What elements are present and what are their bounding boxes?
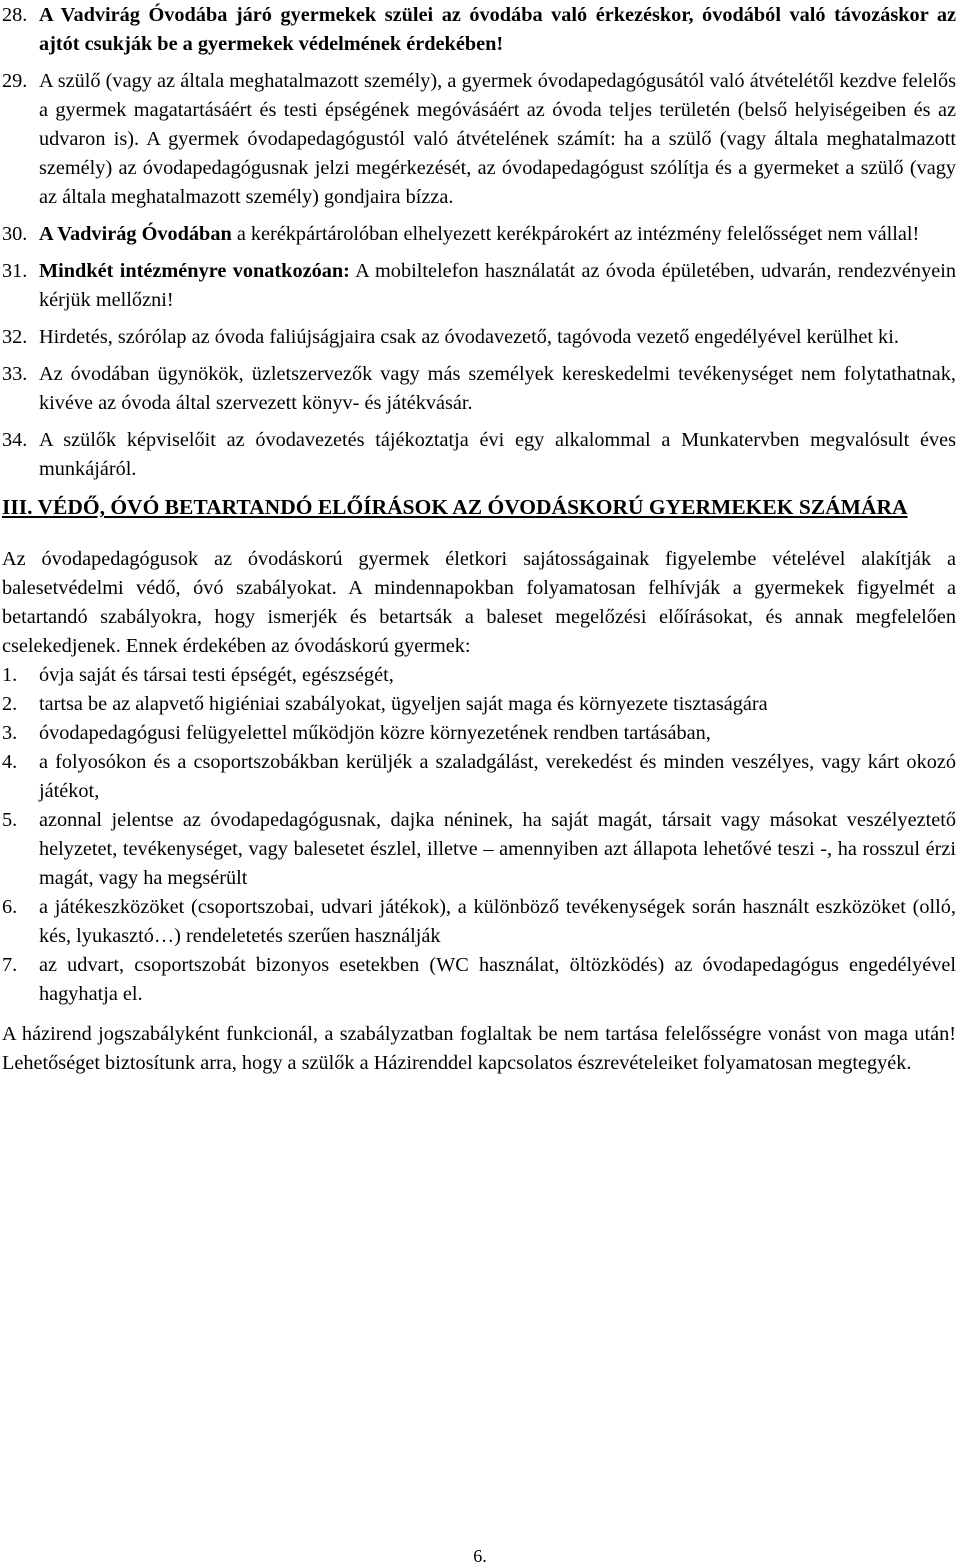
list-item-33: [2, 360, 956, 418]
rule-number: 6.: [2, 896, 18, 918]
list-item-28: [2, 1, 956, 59]
rule-item-1: [2, 661, 956, 690]
rule-text: tartsa be az alapvető higiéniai szabályokat, ügyeljen saját maga és környezete tisztaságára: [39, 693, 768, 715]
rule-text: azonnal jelentse az óvodapedagógusnak, dajka néninek, ha saját magát, társait vagy másokat veszélyeztető helyzetet, tevékenységet, vagy balesetet észlel, illetve – amennyiben azt állapota lehetővé teszi -, ha rosszul érzi magát, vagy ha megsérült: [39, 809, 956, 889]
rule-number: 1.: [2, 664, 18, 686]
item-text: a kerékpártárolóban elhelyezett kerékpárokért az intézmény felelősséget nem vállal!: [231, 223, 920, 245]
list-item-31: [2, 257, 956, 315]
rule-number: 5.: [2, 809, 18, 831]
rule-item-5: [2, 806, 956, 893]
item-number: 28.: [2, 4, 28, 26]
item-number: 31.: [2, 260, 28, 282]
item-text: A mobiltelefon használatát az óvoda épületében, udvarán, rendezvényein kérjük mellőzni!: [39, 260, 956, 311]
rule-number: 3.: [2, 722, 18, 744]
list-item-32: [2, 323, 956, 352]
rule-item-6: [2, 893, 956, 951]
item-bold-text: A Vadvirág Óvodába járó gyermekek szülei az óvodába való érkezéskor, óvodából való távozáskor az ajtót csukják be a gyermekek védelmének érdekében!: [39, 4, 956, 55]
document-page: [2, 1, 956, 1078]
page-number: 6.: [473, 1546, 487, 1566]
item-text: A szülő (vagy az általa meghatalmazott személy), a gyermek óvodapedagógusától való átvételétől kezdve felelős a gyermek magatartásáért és testi épségének megóvásáért az óvoda teljes területén (belső helyiségeiben és az udvaron is). A gyermek óvodapedagógustól való átvételének számít: ha a szülő (vagy általa meghatalmazott személy) az óvodapedagógusnak jelzi megérkezését, az óvodapedagógust szólítja és a gyermeket a szülő (vagy az általa meghatalmazott személy) gondjaira bízza.: [39, 70, 956, 208]
rule-item-4: [2, 748, 956, 806]
rule-text: óvodapedagógusi felügyelettel működjön közre környezetének rendben tartásában,: [39, 722, 711, 744]
list-item-30: [2, 220, 956, 249]
rule-text: a folyosókon és a csoportszobákban kerüljék a szaladgálást, verekedést és minden veszélyes, vagy kárt okozó játékot,: [39, 751, 956, 802]
item-bold-text: Mindkét intézményre vonatkozóan:: [39, 260, 350, 282]
section-heading: III. VÉDŐ, ÓVÓ BETARTANDÓ ELŐÍRÁSOK AZ ÓVODÁSKORÚ GYERMEKEK SZÁMÁRA: [2, 495, 908, 519]
item-number: 32.: [2, 326, 28, 348]
item-number: 30.: [2, 223, 28, 245]
rule-text: a játékeszközöket (csoportszobai, udvari játékok), a különböző tevékenységek során használt eszközöket (olló, kés, lyukasztó…) rendeletetés szerűen használják: [39, 896, 956, 947]
item-text: Hirdetés, szórólap az óvoda faliújságjaira csak az óvodavezető, tagóvoda vezető engedélyével kerülhet ki.: [39, 326, 899, 348]
closing-paragraph: A házirend jogszabályként funkcionál, a szabályzatban foglaltak be nem tartása felelősségre vonást von maga után! Lehetőséget biztosítunk arra, hogy a szülők a Házirenddel kapcsolatos észrevételeiket folyamatosan megtegyék.: [2, 1023, 956, 1074]
item-text: Az óvodában ügynökök, üzletszervezők vagy más személyek kereskedelmi tevékenységet nem folytathatnak, kivéve az óvoda által szervezett könyv- és játékvásár.: [39, 363, 956, 414]
list-item-29: [2, 67, 956, 212]
rule-item-3: [2, 719, 956, 748]
item-number: 29.: [2, 70, 28, 92]
item-text: A szülők képviselőit az óvodavezetés tájékoztatja évi egy alkalommal a Munkatervben megvalósult éves munkájáról.: [39, 429, 956, 480]
rule-text: az udvart, csoportszobát bizonyos esetekben (WC használat, öltözködés) az óvodapedagógus engedélyével hagyhatja el.: [39, 954, 956, 1005]
rule-number: 4.: [2, 751, 18, 773]
list-item-34: [2, 426, 956, 484]
item-bold-text: A Vadvirág Óvodában: [39, 223, 232, 245]
rule-number: 7.: [2, 954, 18, 976]
rule-number: 2.: [2, 693, 18, 715]
item-number: 34.: [2, 429, 28, 451]
rule-text: óvja saját és társai testi épségét, egészségét,: [39, 664, 394, 686]
intro-paragraph: Az óvodapedagógusok az óvodáskorú gyermek életkori sajátosságainak figyelembe vételével alakítják a balesetvédelmi védő, óvó szabályokat. A mindennapokban folyamatosan felhívják a gyermekek figyelmét a betartandó szabályokra, hogy ismerjék és betartsák a baleset megelőzési előírásokat, és annak megfelelően cselekedjenek. Ennek érdekében az óvodáskorú gyermek:: [2, 548, 956, 657]
rule-item-7: [2, 951, 956, 1009]
rule-item-2: [2, 690, 956, 719]
item-number: 33.: [2, 363, 28, 385]
